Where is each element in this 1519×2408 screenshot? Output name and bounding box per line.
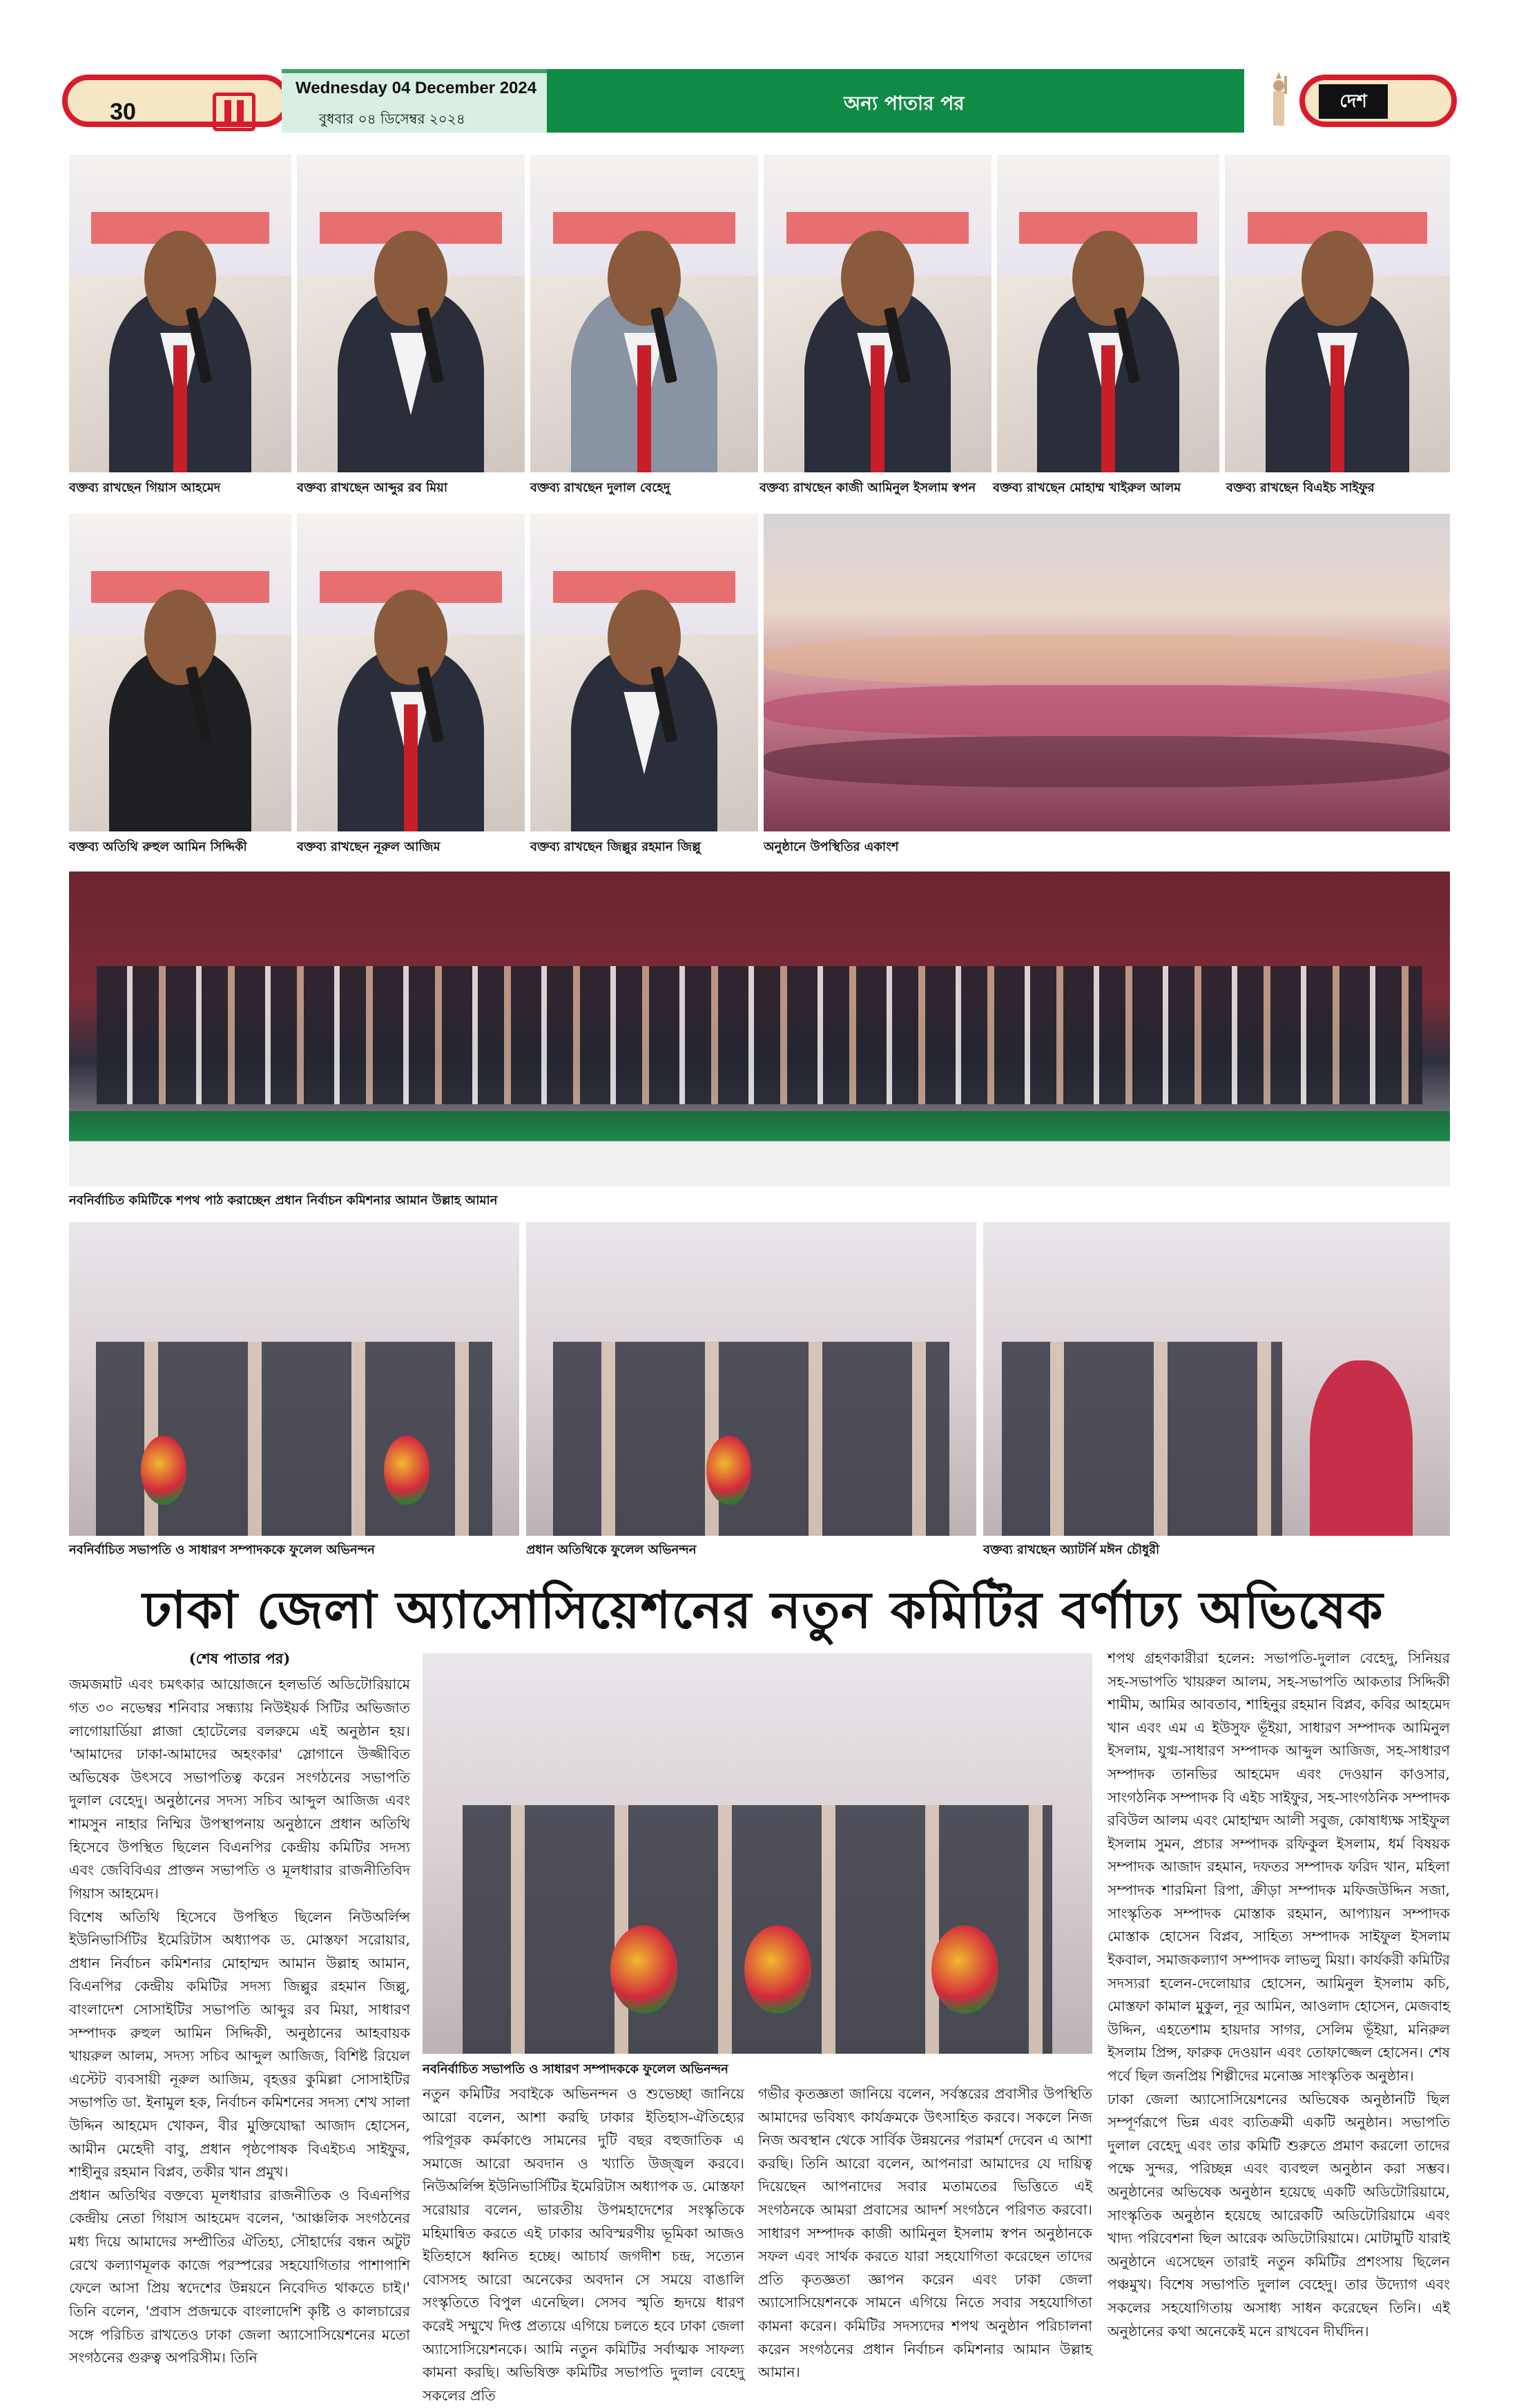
section-title: অন্য পাতার পর <box>844 92 965 115</box>
caption-flowers-chief-guest: প্রধান অতিথিকে ফুলেল অভিনন্দন <box>526 1543 697 1557</box>
date-english: Wednesday 04 December 2024 <box>296 79 537 97</box>
continued-marker: (শেষ পাতার পর) <box>188 1650 291 1667</box>
statue-of-liberty-icon <box>1258 69 1299 133</box>
paper-mark-icon <box>213 93 255 131</box>
photo-speaker-6 <box>1225 155 1450 472</box>
section-band <box>547 69 1244 133</box>
date-box <box>282 69 547 133</box>
photo-speaker-7 <box>69 514 291 831</box>
article-column-3 <box>758 2083 1092 2381</box>
page-number: 30 <box>110 99 136 125</box>
photo-speaker-4 <box>764 155 991 472</box>
page-number-badge <box>62 75 290 127</box>
article-column-2 <box>423 2083 744 2404</box>
photo-speaker-2 <box>297 155 525 472</box>
caption-speaker-2: বক্তব্য রাখছেন আব্দুর রব মিয়া <box>297 481 448 495</box>
caption-speaker-7: বক্তব্য অতিথি রুহুল আমিন সিদ্দিকী <box>69 840 247 854</box>
photo-speaker-5 <box>997 155 1219 472</box>
article-column-1 <box>69 1647 410 2367</box>
article-paragraph: গভীর কৃতজ্ঞতা জানিয়ে বলেন, সর্বস্তরের প্রবাসীর উপস্থিতি আমাদের ভবিষ্যৎ কার্যক্রমকে উৎসাহিত করবে। সকলে নিজ নিজ অবস্থান থেকে সার্বিক উন্নয়নের পরামর্শ দেবেন এ আশা করছি। তিনি আরো বলেন, আপনারা আমাদের যে দায়িত্ব দিয়েছেন আপনাদের সবার মতামতের ভিত্তিতে এই সংগঠনকে আমরা প্রবাসের আদর্শ সংগঠনে পরিণত করবো। সাধারণ সম্পাদক কাজী আমিনুল ইসলাম স্বপন অনুষ্ঠানকে সফল এবং সার্থক করতে যারা সহযোগিতা করেছেন তাদের প্রতি কৃতজ্ঞতা জ্ঞাপন করেন এবং ঢাকা জেলা অ্যাসোসিয়েশনকে সামনে এগিয়ে নিতে সবার সহযোগিতা কামনা করেন। কমিটির সদস্যদের শপথ অনুষ্ঠান পরিচালনা করেন সংগঠনের প্রধান নির্বাচন কমিশনার আমান উল্লাহ আমান। <box>758 2086 1092 2381</box>
photo-flowers-chief-guest <box>526 1222 976 1536</box>
photo-speaker-8 <box>297 514 525 831</box>
article-paragraph: প্রধান অতিথির বক্তব্যে মূলধারার রাজনীতিক ও বিএনপির কেন্দ্রীয় নেতা গিয়াস আহমেদ বলেন, 'আঞ্চলিক সংগঠনের মধ্য দিয়ে আমাদের সম্প্রীতির ঐতিহ্য, সৌহার্দের বন্ধন অটুট রেখে কল্যাণমূলক কাজে পরস্পরের সহযোগিতার পাশাপাশি ফেলে আসা প্রিয় স্বদেশের উন্নয়নে নিবেদিত থাকতে চাই।' তিনি বলেন, 'প্রবাস প্রজন্মকে বাংলাদেশি কৃষ্টি ও কালচারের সঙ্গে পরিচিত রাখতেও ঢাকা জেলা অ্যাসোসিয়েশনের মতো সংগঠনের গুরুত্ব অপরিসীম। তিনি <box>69 2186 410 2367</box>
caption-audience: অনুষ্ঠানে উপস্থিতির একাংশ <box>764 840 899 854</box>
caption-speaker-5: বক্তব্য রাখছেন মোহাম্ম খাইরুল আলম <box>993 481 1181 495</box>
page-header <box>62 69 1457 133</box>
caption-speaker-4: বক্তব্য রাখছেন কাজী আমিনুল ইসলাম স্বপন <box>760 481 976 495</box>
article-headline: ঢাকা জেলা অ্যাসোসিয়েশনের নতুন কমিটির বর্ণাঢ্য অভিষেক <box>142 1581 1384 1640</box>
photo-audience <box>764 514 1450 831</box>
article-paragraph: নতুন কমিটির সবাইকে অভিনন্দন ও শুভেচ্ছা জানিয়ে আরো বলেন, আশা করছি ঢাকার ইতিহাস-ঐতিহ্যের পরিপূরক কর্মকাণ্ডে সামনের দুটি বছর বহুজাতিক এ সমাজে আরো অবদান ও খ্যাতি উজ্জ্বল করবে। নিউঅর্লিন্স ইউনিভার্সিটির ইমেরিটাস অধ্যাপক ড. মোস্তফা সরোয়ার বলেন, ভারতীয় উপমহাদেশের সংস্কৃতিকে মহিমান্বিত করতে এই ঢাকার অবিস্মরণীয় ভূমিকা আজও ইতিহাসে ধ্বনিত হচ্ছে। আচার্য জগদীশ চন্দ্র, সত্যেন বোসসহ আরো অনেকের অবদান সে সময়ে বাঙালি সংস্কৃতিতে বিপুল এনেছিল। সেসব স্মৃতি হৃদয়ে ধারণ করেই সম্মুখে দিপ্ত প্রত্যয়ে এগিয়ে চলতে হবে ঢাকা জেলা অ্যাসোসিয়েশনকে। আমি নতুন কমিটির সর্বাত্মক সাফল্য কামনা করছি। অভিষিক্ত কমিটির সভাপতি দুলাল বেহেদু সকলের প্রতি <box>423 2086 744 2404</box>
desh-logo-badge <box>1299 75 1457 127</box>
article-paragraph: বিশেষ অতিথি হিসেবে উপস্থিত ছিলেন নিউঅর্লিন্স ইউনিভার্সিটির ইমেরিটাস অধ্যাপক ড. মোস্তফা সরোয়ার, প্রধান নির্বাচন কমিশনার মোহাম্মদ আমান উল্লাহ আমান, বিএনপির কেন্দ্রীয় কমিটির সদস্য জিল্লুর রহমান জিল্লু, বাংলাদেশ সোসাইটির সভাপতি আব্দুর রব মিয়া, সাধারণ সম্পাদক রুহুল আমিন সিদ্দিকী, অনুষ্ঠানের আহবায়ক খায়রুল আলম, সদস্য সচিব আব্দুল আজিজ, বিশিষ্ট রিয়েল এস্টেট ব্যবসায়ী নূরুল আজিম, বৃহত্তর কুমিল্লা সোসাইটির সভাপতি ডা. ইনামুল হক, নির্বাচন কমিশনের সদস্য শেখ সালা উদ্দিন আহমেদ খোকন, বীর মুক্তিযোদ্ধা আজাদ হোসেন, আমীন মেহেদী বাবু, প্রধান পৃষ্ঠপোষক বিএইচএ সাইফুর, শাহীনুর রহমান বিপ্লব, তকীর খান প্রমুখ। <box>69 1908 410 2181</box>
photo-attorney-speech <box>983 1222 1450 1536</box>
photo-flowers-president-large <box>423 1653 1092 2054</box>
desh-logo-text: দেশ <box>1319 84 1388 119</box>
masthead-logo <box>1244 69 1457 133</box>
photo-flowers-president <box>69 1222 519 1536</box>
caption-speaker-1: বক্তব্য রাখছেন গিয়াস আহমেদ <box>69 481 221 495</box>
photo-oath-ceremony <box>69 871 1450 1186</box>
article-column-4 <box>1107 1647 1450 2344</box>
date-bengali: বুধবার ০৪ ডিসেম্বর ২০২৪ <box>319 110 465 127</box>
caption-speaker-8: বক্তব্য রাখছেন নূরুল আজিম <box>297 840 441 854</box>
caption-attorney-speech: বক্তব্য রাখছেন অ্যাটর্নি মঈন চৌধুরী <box>983 1543 1160 1557</box>
caption-speaker-3: বক্তব্য রাখছেন দুলাল বেহেদু <box>530 481 670 495</box>
article-paragraph: শপথ গ্রহণকারীরা হলেন: সভাপতি-দুলাল বেহেদু, সিনিয়র সহ-সভাপতি খায়রুল আলম, সহ-সভাপতি আকতার সিদ্দিকী শামীম, আমির আবতাব, শাহিনুর রহমান বিপ্লব, কবির আহমেদ খান এবং এম এ ইউসুফ ভূঁইয়া, সাধারণ সম্পাদক আমিনুল ইসলাম, যুগ্ম-সাধারণ সম্পাদক আব্দুল আজিজ, সহ-সাধারণ সম্পাদক তানভির আহমেদ এবং দেওয়ান কাওসার, সাংগঠনিক সম্পাদক বি এইচ সাইফুর, সহ-সাংগঠনিক সম্পাদক রবিউল আলম এবং মোহাম্মদ আলী সবুজ, কোষাধ্যক্ষ সাইফুল ইসলাম সুমন, প্রচার সম্পাদক রফিকুল ইসলাম, ধর্ম বিষয়ক সম্পাদক আজাদ রহমান, দফতর সম্পাদক ফরিদ খান, মহিলা সম্পাদক শারমিনা রিপা, ক্রীড়া সম্পাদক মফিজউদ্দিন সজা, সাংস্কৃতিক সম্পাদক মোস্তাক রহমান, আপ্যায়ন সম্পাদক মোস্তাক হোসেন বিপ্লব, সাহিত্য সম্পাদক সাইফুল ইসলাম ইকবাল, সমাজকল্যাণ সম্পাদক লাভলু মিয়া। কার্যকরী কমিটির সদস্যরা হলেন-দেলোয়ার হোসেন, আমিনুল ইসলাম কচি, মোস্তফা কামাল মুকুল, নূর আমিন, আওলাদ হোসেন, মেজবাহ উদ্দিন, এহতেশাম হায়দার সাগর, সেলিম ভূঁইয়া, মনিরুল ইসলাম প্রিন্স, ফারুক দেওয়ান এবং তোফাজ্জেল হোসেন। শেষ পর্বে ছিল জনপ্রিয় শিল্পীদের মনোজ্ঞ সাংস্কৃতিক অনুষ্ঠান। <box>1107 1650 1450 2084</box>
article-paragraph: ঢাকা জেলা অ্যাসোসিয়েশনের অভিষেক অনুষ্ঠানটি ছিল সম্পূর্ণরূপে ভিন্ন এবং ব্যতিক্রমী একটি অনুষ্ঠান। সভাপতি দুলাল বেহেদু এবং তার কমিটি শুরুতে প্রমাণ করলো তাদের পক্ষে সুন্দর, পরিচ্ছন্ন এবং ব্যবহুল অনুষ্ঠান করা সম্ভব। অনুষ্ঠানের অভিষেক অনুষ্ঠান হয়েছে একটি অডিটোরিয়ামে, সাংস্কৃতিক অনুষ্ঠান হয়েছে আরেকটি অডিটোরিয়ামে এবং খাদ্য পরিবেশনা ছিল আরেক অডিটোরিয়ামে। মোটামুটি যারাই অনুষ্ঠানে এসেছেন তারাই নতুন কমিটির প্রশংসায় ছিলেন পঞ্চমুখ। বিশেষ সভাপতি দুলাল বেহেদু। তার উদ্যোগ এবং সকলের সহযোগিতায় অসাধ্য সাধন করেছেন তিনি। এই অনুষ্ঠানের কথা অনেকেই মনে রাখবেন দীর্ঘদিন। <box>1107 2090 1450 2340</box>
photo-speaker-1 <box>69 155 291 472</box>
caption-speaker-9: বক্তব্য রাখছেন জিল্লুর রহমান জিল্লু <box>530 840 701 854</box>
caption-oath-ceremony: নবনির্বাচিত কমিটিকে শপথ পাঠ করাচ্ছেন প্রধান নির্বাচন কমিশনার আমান উল্লাহ আমান <box>69 1193 498 1208</box>
caption-speaker-6: বক্তব্য রাখছেন বিএইচ সাইফুর <box>1226 481 1375 495</box>
article-paragraph: জমজমাট এবং চমৎকার আয়োজনে হলভর্তি অডিটোরিয়ামে গত ৩০ নভেম্বর শনিবার সন্ধ্যায় নিউইয়র্ক সিটির অভিজাত লাগোয়ার্ডিয়া প্লাজা হোটেলের বলরুমে এই অনুষ্ঠান হয়। 'আমাদের ঢাকা-আমাদের অহংকার' স্লোগানে উজ্জীবিত অভিষেক উৎসবে সভাপতিত্ব করেন সংগঠনের সভাপতি দুলাল বেহেদু। অনুষ্ঠানের সদস্য সচিব আব্দুল আজিজ এবং শামসুন নাহার নিম্মির উপস্থাপনায় অনুষ্ঠানে প্রধান অতিথি হিসেবে উপস্থিত ছিলেন বিএনপির কেন্দ্রীয় কমিটির সদস্য এবং জেবিবিএর প্রাক্তন সভাপতি ও মূলধারার রাজনীতিবিদ গিয়াস আহমেদ। <box>69 1676 410 1902</box>
photo-speaker-3 <box>530 155 758 472</box>
caption-flowers-president-large: নবনির্বাচিত সভাপতি ও সাধারণ সম্পাদককে ফুলেল অভিনন্দন <box>423 2062 728 2077</box>
photo-speaker-9 <box>530 514 758 831</box>
caption-flowers-president: নবনির্বাচিত সভাপতি ও সাধারণ সম্পাদককে ফুলেল অভিনন্দন <box>69 1543 375 1557</box>
